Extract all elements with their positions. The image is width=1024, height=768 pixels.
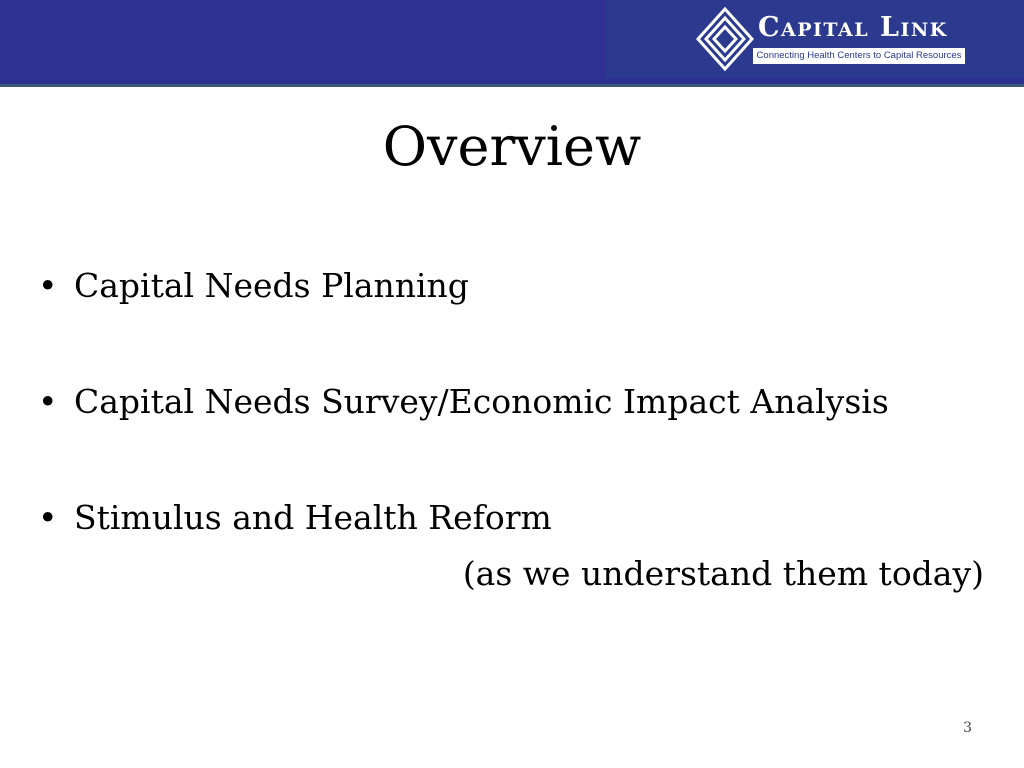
header-divider	[0, 84, 1024, 87]
bullet-item	[38, 262, 998, 310]
bullet-list	[38, 262, 998, 542]
page-number: 3	[963, 720, 972, 736]
bullet-item	[38, 378, 998, 426]
bullet-item	[38, 494, 998, 542]
bullet-text: Capital Needs Planning	[74, 266, 469, 305]
bullet-subnote: (as we understand them today)	[462, 554, 984, 593]
nested-diamond-logo-icon	[695, 6, 755, 72]
bullet-marker: •	[38, 266, 58, 305]
bullet-marker: •	[38, 382, 58, 421]
bullet-text: Stimulus and Health Reform	[74, 498, 552, 537]
logo-name	[758, 12, 948, 43]
bullet-marker: •	[38, 498, 58, 537]
logo-tagline: Connecting Health Centers to Capital Resources	[753, 48, 965, 64]
slide-title: Overview	[382, 115, 642, 178]
logo-name-text: Capital Link	[758, 12, 948, 43]
bullet-text: Capital Needs Survey/Economic Impact Analysis	[74, 382, 889, 421]
